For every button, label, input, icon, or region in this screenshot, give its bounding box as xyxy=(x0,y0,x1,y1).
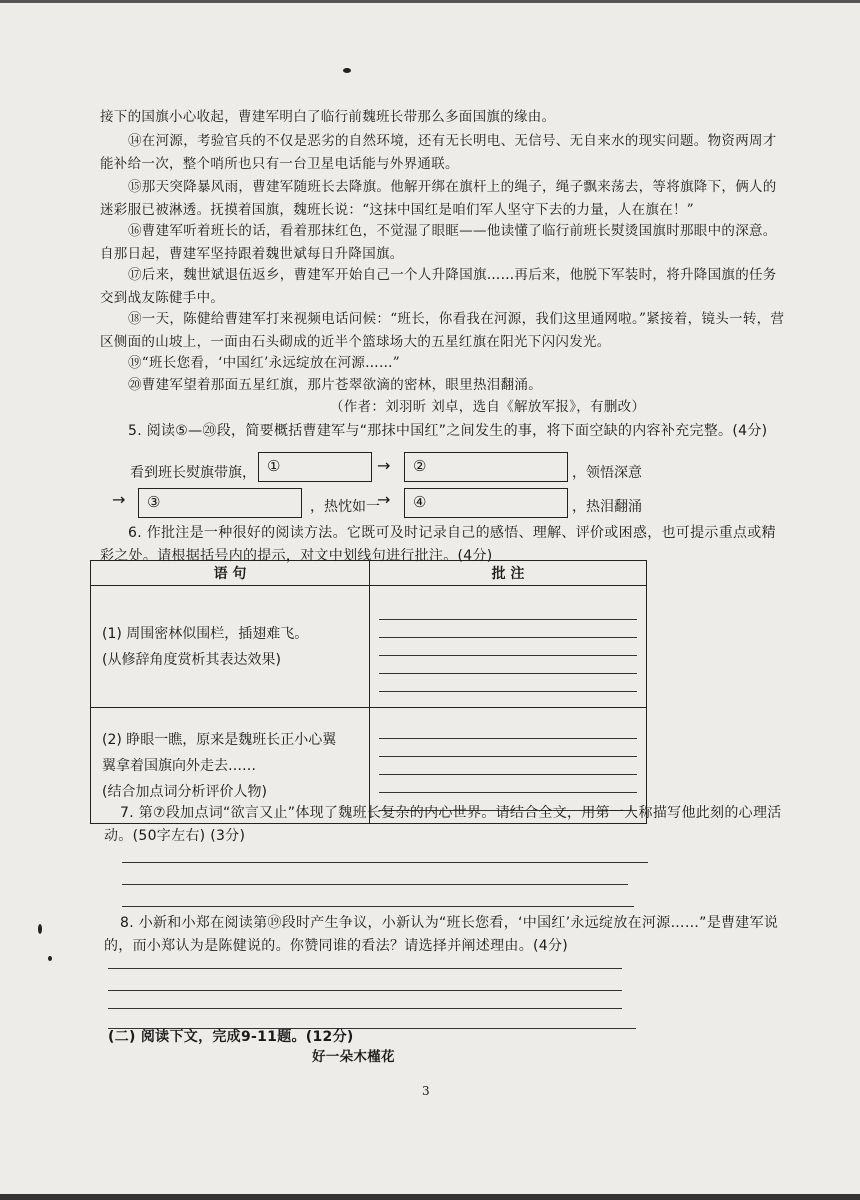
q5-blank-4[interactable]: ④ xyxy=(404,488,568,518)
ink-spot xyxy=(343,68,351,73)
story-paragraph-19: ⑲“班长您看，‘中国红’永远绽放在河源……” xyxy=(128,355,400,371)
story-paragraph-17: ⑰后来，魏世斌退伍返乡，曹建军开始自己一个人升降国旗……再后来，他脱下军装时，将升降国旗的任务交到战友陈健手中。 xyxy=(100,267,777,306)
answer-line[interactable] xyxy=(108,968,622,969)
sentence-1: (1) 周围密林似围栏，插翅难飞。 xyxy=(102,625,309,642)
scan-bottom-edge xyxy=(0,1194,860,1200)
column-header-note: 批 注 xyxy=(370,561,647,586)
question-8: 8. 小新和小郑在阅读第⑲段时产生争议，小新认为“班长您看，‘中国红’永远绽放在河源……”是曹建军说的，而小郑认为是陈健说的。你赞同谁的看法？请选择并阐述理由。(4分) xyxy=(104,915,779,954)
q5-blank-3[interactable]: ③ xyxy=(138,488,302,518)
section-2-heading: (二) 阅读下文，完成9-11题。(12分) xyxy=(108,1029,354,1045)
question-7: 7. 第⑦段加点词“欲言又止”体现了魏班长复杂的内心世界。请结合全文，用第一人称描写他此刻的心理活动。(50字左右) (3分) xyxy=(104,805,782,844)
q5-row1-suffix: ，领悟深意 xyxy=(572,465,642,481)
q5-blank-1[interactable]: ① xyxy=(258,452,372,482)
source-citation: （作者：刘羽昕 刘卓，选自《解放军报》，有删改） xyxy=(330,399,646,415)
sentence-cell-1 xyxy=(91,586,370,708)
story-paragraph-18: ⑱一天，陈健给曹建军打来视频电话问候：“班长，你看我在河源，我们这里通网啦。”紧接着，镜头一转，营区侧面的山坡上，一面由石头砌成的近半个篮球场大的五星红旗在阳光下闪闪发光。 xyxy=(100,311,785,350)
note-cell-1[interactable] xyxy=(370,586,647,708)
q5-row2-middle: ，热忱如一 xyxy=(310,499,380,515)
sentence-2-line-2: 翼拿着国旗向外走去…… xyxy=(102,757,256,774)
answer-line[interactable] xyxy=(122,906,634,907)
hint-1: (从修辞角度赏析其表达效果) xyxy=(102,651,281,668)
answer-line[interactable] xyxy=(122,862,648,863)
page-number: 3 xyxy=(422,1084,430,1098)
annotation-table xyxy=(90,560,647,824)
arrow-icon: → xyxy=(377,456,391,475)
answer-line[interactable] xyxy=(108,1008,622,1009)
ink-mark-left-2 xyxy=(48,956,52,961)
scan-top-edge xyxy=(0,0,860,3)
arrow-icon: → xyxy=(112,490,126,509)
hint-2: (结合加点词分析评价人物) xyxy=(102,783,267,800)
ink-mark-left xyxy=(38,924,42,934)
q5-row1-prefix: 看到班长熨旗带旗， xyxy=(130,465,256,481)
sentence-2-line-1: (2) 睁眼一瞧，原来是魏班长正小心翼 xyxy=(102,731,337,748)
story-paragraph-20: ⑳曹建军望着那面五星红旗，那片苍翠欲滴的密林，眼里热泪翻涌。 xyxy=(128,377,542,393)
story-paragraph-13-tail: 接下的国旗小心收起，曹建军明白了临行前魏班长带那么多面国旗的缘由。 xyxy=(100,109,556,125)
q5-blank-2[interactable]: ② xyxy=(404,452,568,482)
question-6: 6. 作批注是一种很好的阅读方法。它既可及时记录自己的感悟、理解、评价或困惑，也可提示重点或精彩之处。请根据括号内的提示，对文中划线句进行批注。(4分) xyxy=(100,525,776,564)
story-paragraph-15: ⑮那天突降暴风雨，曹建军随班长去降旗。他解开绑在旗杆上的绳子，绳子飘来荡去，等将旗降下，俩人的迷彩服已被淋透。抚摸着国旗，魏班长说：“这抹中国红是咱们军人坚守下去的力量，人在旗在！” xyxy=(100,179,777,218)
arrow-icon: → xyxy=(377,490,391,509)
q5-row2-suffix: ，热泪翻涌 xyxy=(572,499,642,515)
column-header-sentence: 语 句 xyxy=(91,561,370,586)
answer-line[interactable] xyxy=(122,884,628,885)
answer-line[interactable] xyxy=(108,990,622,991)
story-paragraph-14: ⑭在河源，考验官兵的不仅是恶劣的自然环境，还有无长明电、无信号、无自来水的现实问题。物资两周才能补给一次，整个哨所也只有一台卫星电话能与外界通联。 xyxy=(100,133,777,172)
passage-title: 好一朵木槿花 xyxy=(312,1049,395,1065)
story-paragraph-16: ⑯曹建军听着班长的话，看着那抹红色，不觉湿了眼眶——他读懂了临行前班长熨烫国旗时那眼中的深意。自那日起，曹建军坚持跟着魏世斌每日升降国旗。 xyxy=(100,223,777,262)
question-5: 5. 阅读⑤—⑳段，简要概括曹建军与“那抹中国红”之间发生的事，将下面空缺的内容补充完整。(4分) xyxy=(128,423,768,439)
